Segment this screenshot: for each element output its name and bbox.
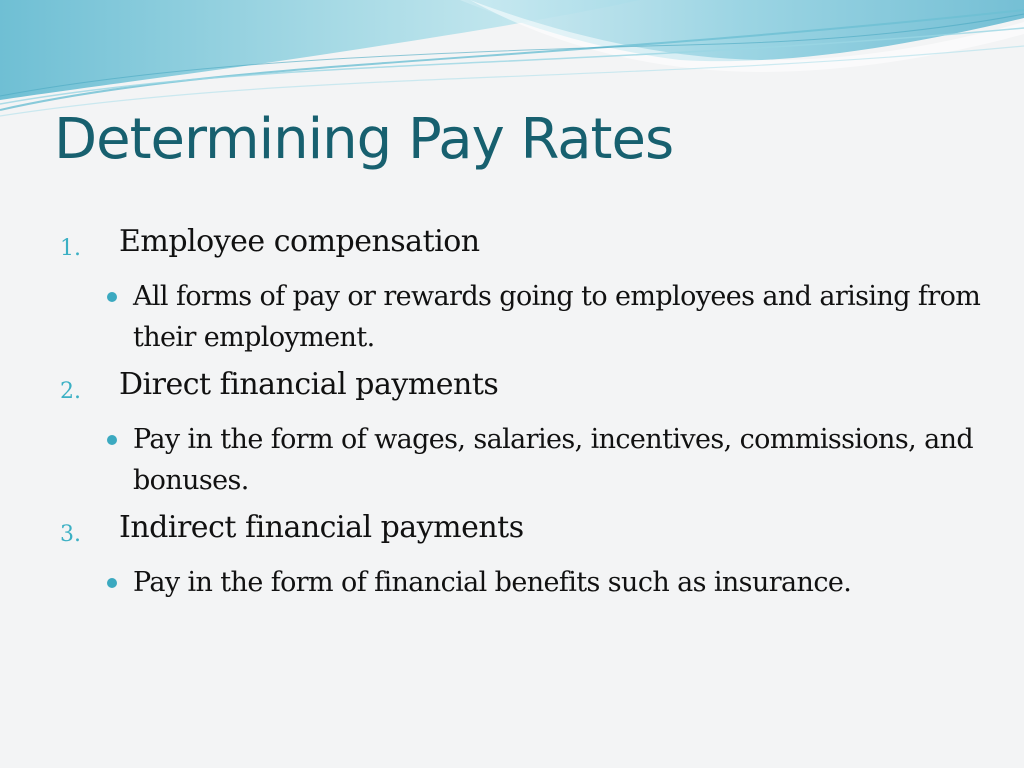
- item-heading: Direct financial payments: [119, 367, 499, 402]
- bullet-icon: [107, 435, 117, 445]
- slide-title: Determining Pay Rates: [54, 107, 674, 172]
- bullet-icon: [107, 578, 117, 588]
- item-heading: Employee compensation: [119, 224, 480, 259]
- item-number: 1.: [60, 236, 81, 261]
- item-bullet-text: All forms of pay or rewards going to employees and arising from their employment.: [133, 281, 981, 353]
- item-bullet-text: Pay in the form of financial benefits such as insurance.: [133, 567, 852, 598]
- item-bullet-text: Pay in the form of wages, salaries, incentives, commissions, and bonuses.: [133, 424, 974, 496]
- bullet-icon: [107, 292, 117, 302]
- item-number: 3.: [60, 522, 81, 547]
- item-heading: Indirect financial payments: [119, 510, 524, 545]
- item-number: 2.: [60, 379, 81, 404]
